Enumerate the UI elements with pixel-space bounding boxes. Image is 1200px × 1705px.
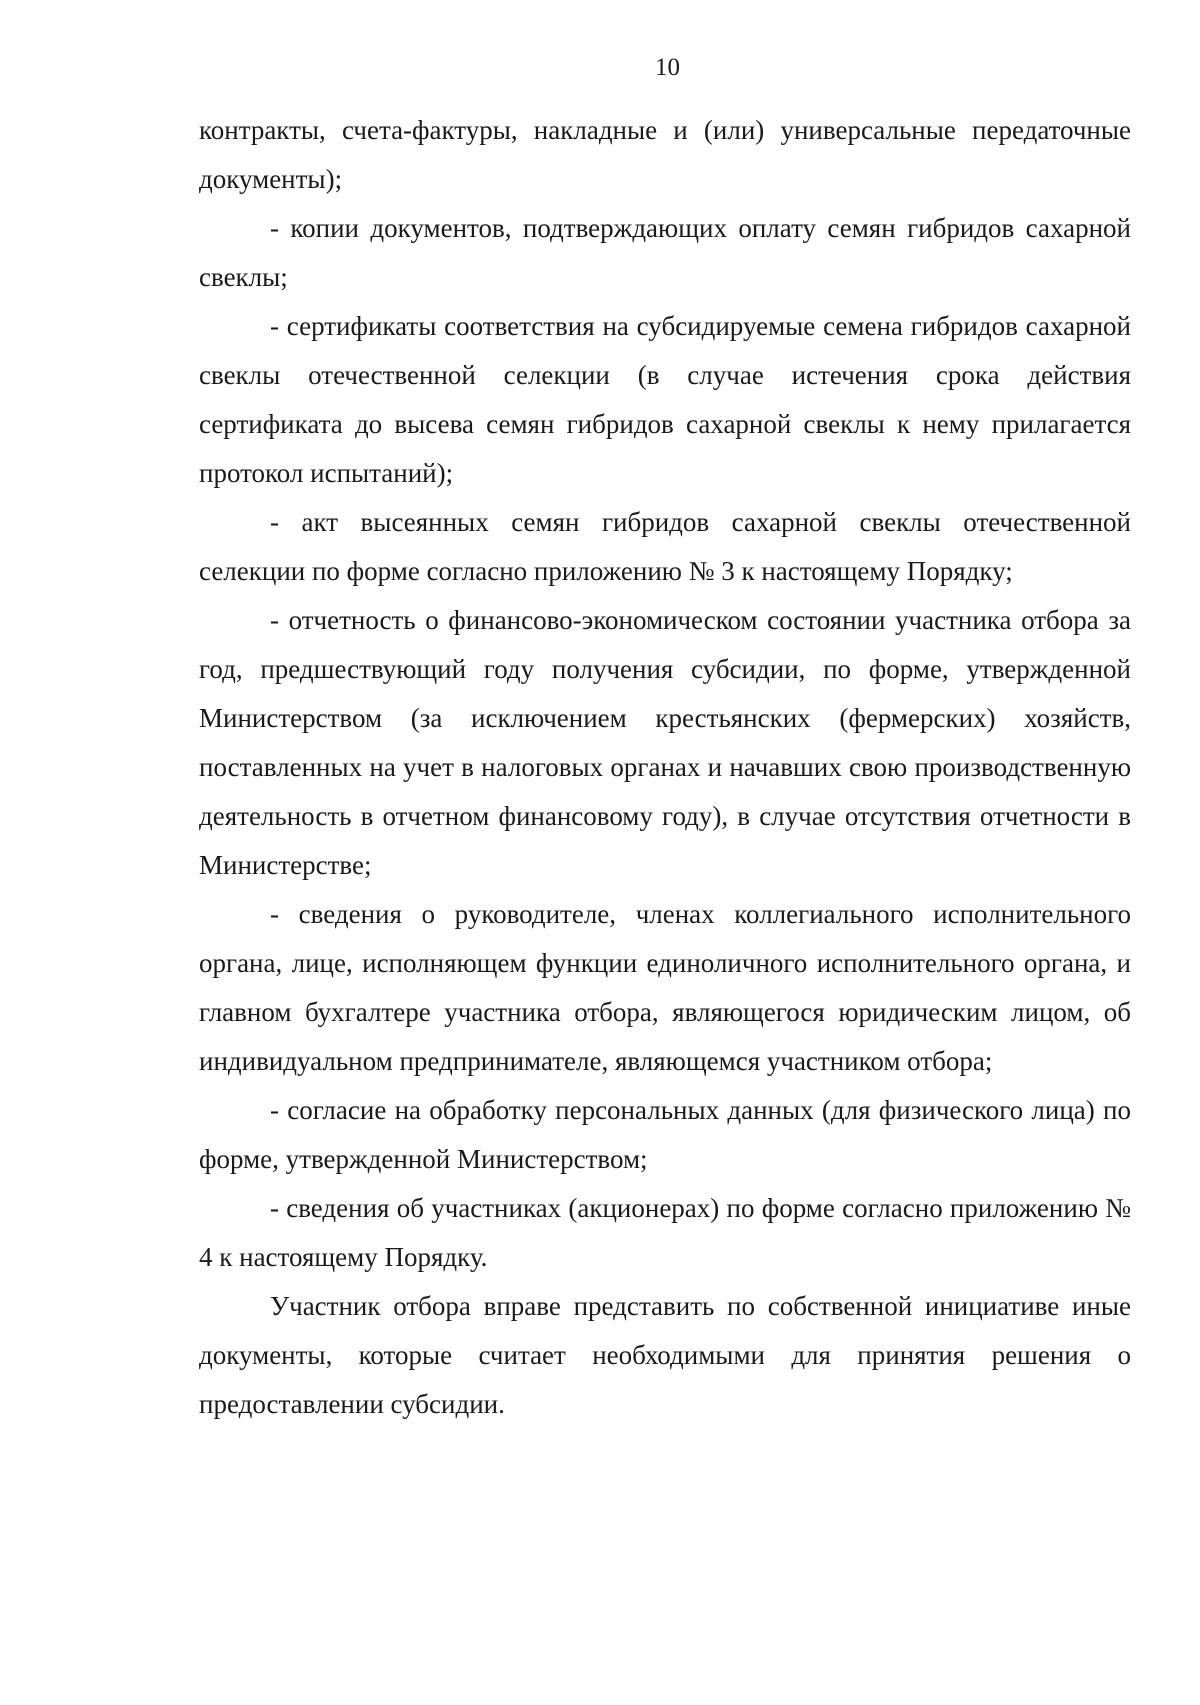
paragraph-payment-documents: - копии документов, подтверждающих оплату семян гибридов сахарной свеклы; (199, 213, 1131, 292)
paragraph-management-info: - сведения о руководителе, членах коллегиального исполнительного органа, лице, исполняющем функции единоличного исполнительного органа, и главном бухгалтере участника отбора, являющегося юридическим лицом, об индивидуальном предпринимателе, являющемся участником отбора; (199, 899, 1131, 1076)
paragraph-personal-data-consent: - согласие на обработку персональных данных (для физического лица) по форме, утвержденной Министерством; (199, 1095, 1131, 1174)
paragraph-shareholders-info: - сведения об участниках (акционерах) по форме согласно приложению № 4 к настоящему Порядку. (199, 1193, 1131, 1272)
paragraph-financial-report: - отчетность о финансово-экономическом состоянии участника отбора за год, предшествующий году получения субсидии, по форме, утвержденной Министерством (за исключением крестьянских (фермерских) хозяйств, поставленных на учет в налоговых органах и начавших свою производственную деятельность в отчетном финансовому году), в случае отсутствия отчетности в Министерстве; (199, 605, 1131, 880)
document-body (199, 106, 1131, 1429)
paragraph-additional-documents: Участник отбора вправе представить по собственной инициативе иные документы, которые считает необходимыми для принятия решения о предоставлении субсидии. (199, 1291, 1131, 1419)
paragraph-certificates: - сертификаты соответствия на субсидируемые семена гибридов сахарной свеклы отечественной селекции (в случае истечения срока действия сертификата до высева семян гибридов сахарной свеклы к нему прилагается протокол испытаний); (199, 311, 1131, 488)
page-number: 10 (655, 54, 680, 81)
paragraph-sowing-act: - акт высеянных семян гибридов сахарной свеклы отечественной селекции по форме согласно приложению № 3 к настоящему Порядку; (199, 507, 1131, 586)
paragraph-contracts-continuation: контракты, счета-фактуры, накладные и (или) универсальные передаточные документы); (199, 115, 1131, 194)
